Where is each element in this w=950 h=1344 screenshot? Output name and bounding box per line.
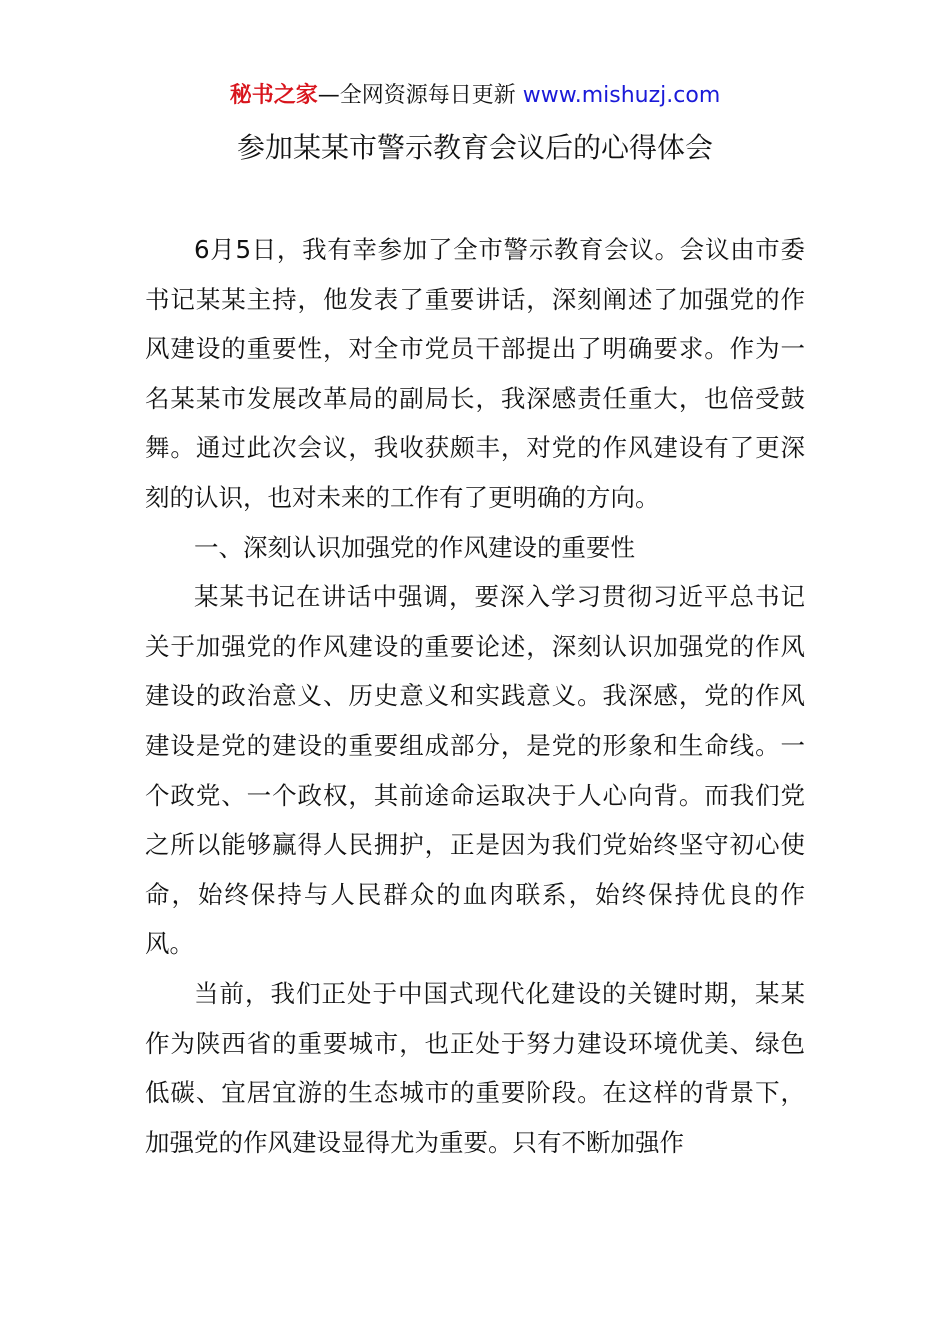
section-heading-1: 一、深刻认识加强党的作风建设的重要性 (194, 532, 635, 562)
paragraph-section-1: 某某书记在讲话中强调，要深入学习贯彻习近平总书记关于加强党的作风建设的重要论述，深刻认识加强党的作风建设的政治意义、历史意义和实践意义。我深感，党的作风建设是党的建设的重要组成部分，是党的形象和生命线。一个政党、一个政权，其前途命运取决于人心向背。而我们党之所以能够赢得人民拥护，正是因为我们党始终坚守初心使命，始终保持与人民群众的血肉联系，始终保持优良的作风。 (145, 582, 805, 959)
brand-name: 秘书之家 (229, 83, 318, 108)
paragraph-intro: 6月5日，我有幸参加了全市警示教育会议。会议由市委书记某某主持，他发表了重要讲话，深刻阐述了加强党的作风建设的重要性，对全市党员干部提出了明确要求。作为一名某某市发展改革局的副局长，我深感责任重大，也倍受鼓舞。通过此次会议，我收获颇丰，对党的作风建设有了更深刻的认识，也对未来的工作有了更明确的方向。 (145, 235, 805, 512)
document-title: 参加某某市警示教育会议后的心得体会 (236, 131, 713, 164)
paragraph-current-period: 当前，我们正处于中国式现代化建设的关键时期，某某作为陕西省的重要城市，也正处于努力建设环境优美、绿色低碳、宜居宜游的生态城市的重要阶段。在这样的背景下，加强党的作风建设显得尤为重要。只有不断加强作 (145, 978, 805, 1157)
document-body (145, 225, 805, 1167)
header-tagline: —全网资源每日更新 (317, 83, 516, 108)
site-header (0, 80, 950, 112)
site-url-link[interactable]: www.mishuzj.com (522, 83, 721, 108)
